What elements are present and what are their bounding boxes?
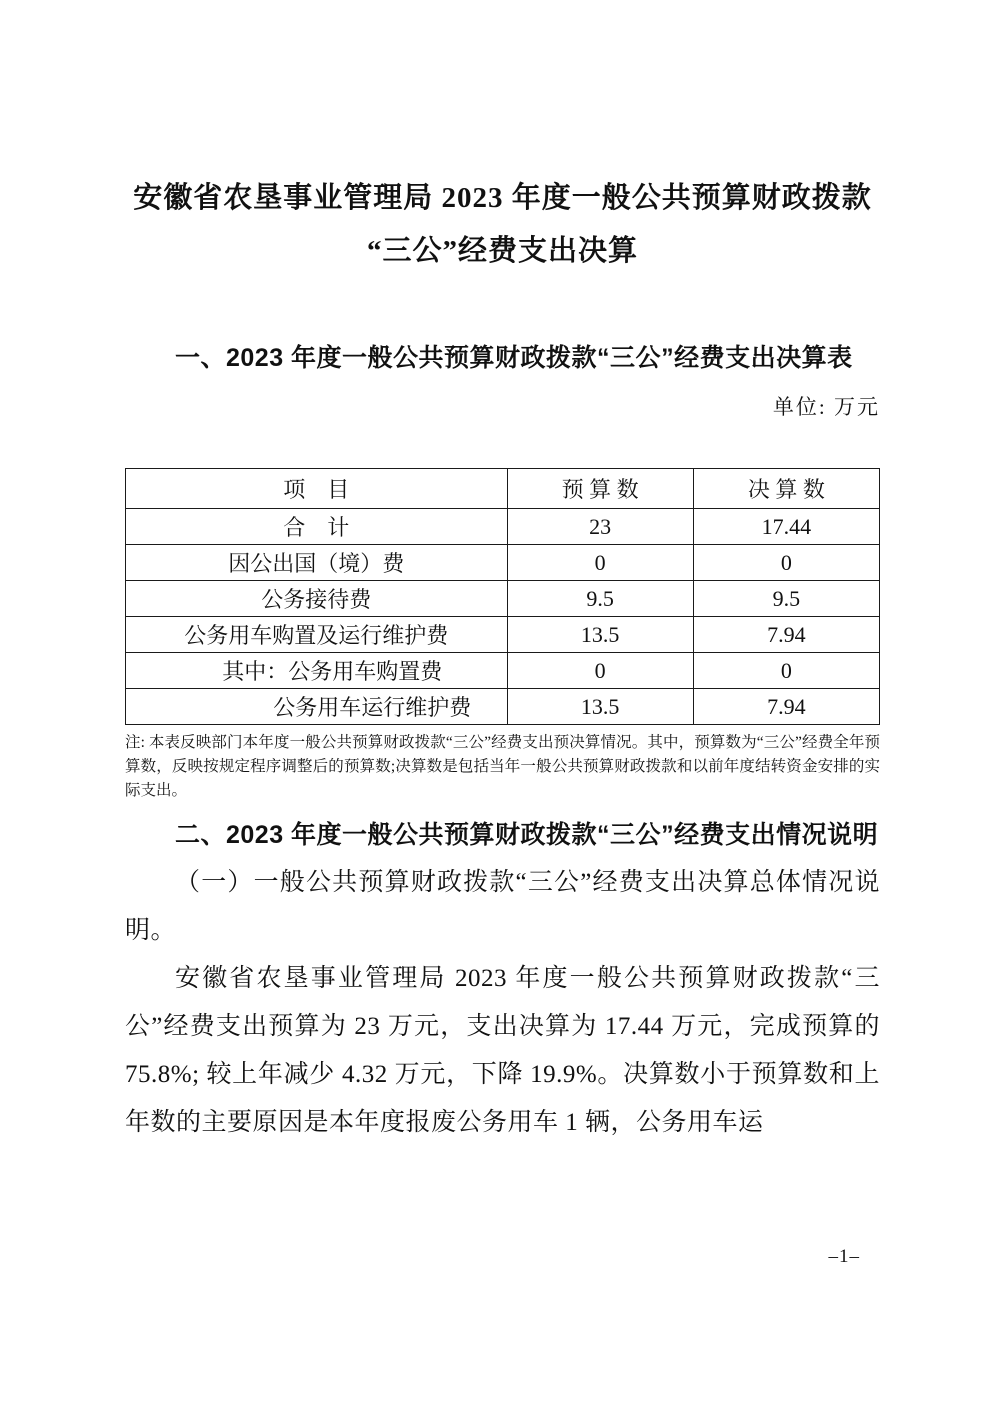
table-row-vehicle-operation bbox=[126, 689, 880, 725]
document-title bbox=[125, 172, 880, 278]
table-row-reception bbox=[126, 581, 880, 617]
row-budget-value: 13.5 bbox=[507, 617, 693, 653]
table-row-vehicle-total bbox=[126, 617, 880, 653]
row-item-label: 公务用车运行维护费 bbox=[126, 689, 508, 725]
row-final-value: 0 bbox=[693, 545, 879, 581]
unit-label: 单位: 万元 bbox=[772, 395, 880, 419]
section2-paragraph: 安徽省农垦事业管理局 2023 年度一般公共预算财政拨款“三公”经费支出预算为 23 万元，支出决算为 17.44 万元，完成预算的 75.8%; 较上年减少 4.32 万元，下降 19.9%。决算数小于预算数和上年数的主要原因是本年度报废公务用车 1 辆，公务用车运 bbox=[125, 965, 880, 1136]
section1-heading: 一、2023 年度一般公共预算财政拨款“三公”经费支出决算表 bbox=[175, 344, 853, 372]
row-budget-value: 13.5 bbox=[507, 689, 693, 725]
table-row-abroad bbox=[126, 545, 880, 581]
row-budget-value: 0 bbox=[507, 653, 693, 689]
title-line-1: 安徽省农垦事业管理局 2023 年度一般公共预算财政拨款 bbox=[133, 182, 872, 214]
row-item-label: 因公出国（境）费 bbox=[126, 545, 508, 581]
section2-heading: 二、2023 年度一般公共预算财政拨款“三公”经费支出情况说明 bbox=[175, 821, 879, 849]
title-line-2: “三公”经费支出决算 bbox=[366, 235, 638, 267]
section2-subheading: （一）一般公共预算财政拨款“三公”经费支出决算总体情况说明。 bbox=[125, 869, 880, 944]
column-header-item: 项 目 bbox=[126, 469, 508, 509]
row-final-value: 7.94 bbox=[693, 617, 879, 653]
table-header-row bbox=[126, 469, 880, 509]
column-header-final: 决 算 数 bbox=[693, 469, 879, 509]
table-note: 注: 本表反映部门本年度一般公共预算财政拨款“三公”经费支出预决算情况。其中，预算数为“三公”经费全年预算数，反映按规定程序调整后的预算数;决算数是包括当年一般公共预算财政拨款和以前年度结转资金安排的实际支出。 bbox=[125, 734, 880, 799]
row-budget-value: 23 bbox=[507, 509, 693, 545]
row-final-value: 17.44 bbox=[693, 509, 879, 545]
expense-table bbox=[125, 468, 880, 725]
table-row-total bbox=[126, 509, 880, 545]
table-row-vehicle-purchase bbox=[126, 653, 880, 689]
row-item-label: 公务用车购置及运行维护费 bbox=[126, 617, 508, 653]
row-budget-value: 0 bbox=[507, 545, 693, 581]
column-header-budget: 预 算 数 bbox=[507, 469, 693, 509]
row-final-value: 0 bbox=[693, 653, 879, 689]
row-budget-value: 9.5 bbox=[507, 581, 693, 617]
row-item-label: 其中：公务用车购置费 bbox=[126, 653, 508, 689]
row-item-label: 公务接待费 bbox=[126, 581, 508, 617]
page-number: –1– bbox=[828, 1246, 860, 1267]
row-final-value: 9.5 bbox=[693, 581, 879, 617]
row-item-label: 合 计 bbox=[126, 509, 508, 545]
row-final-value: 7.94 bbox=[693, 689, 879, 725]
